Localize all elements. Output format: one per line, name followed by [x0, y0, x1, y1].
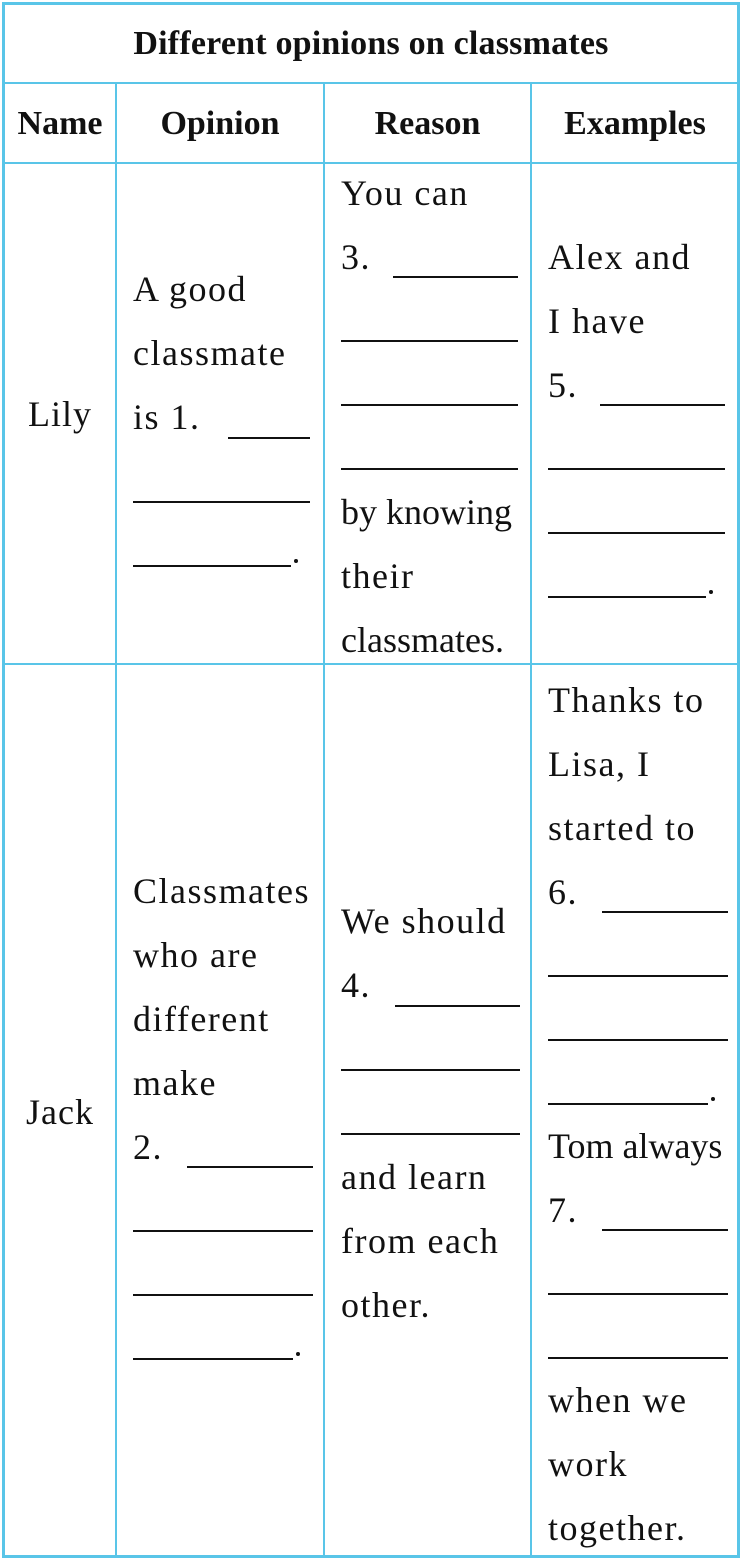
reason-line: You can [341, 173, 469, 213]
example-line: when we [548, 1380, 688, 1420]
answer-blank-4[interactable] [395, 1005, 520, 1007]
reason-line: by knowing [341, 492, 512, 532]
period-mark [296, 1352, 300, 1356]
example-line: I have [548, 301, 646, 341]
answer-blank-3[interactable] [393, 276, 518, 278]
opinion-line: 2. [133, 1127, 163, 1167]
opinion-line: Classmates [133, 871, 310, 911]
period-mark [711, 1097, 715, 1101]
header-opinion: Opinion [160, 105, 280, 142]
answer-blank-2[interactable] [187, 1166, 313, 1168]
header-reason: Reason [374, 105, 481, 142]
reason-line: other. [341, 1285, 431, 1325]
answer-blank-5[interactable] [600, 404, 725, 406]
example-line: work [548, 1444, 628, 1484]
answer-blank-1[interactable] [133, 501, 310, 503]
table-title: Different opinions on classmates [133, 24, 609, 62]
answer-blank-5[interactable] [548, 532, 725, 534]
column-divider [530, 83, 532, 1557]
reason-line: their [341, 556, 415, 596]
example-line: started to [548, 808, 696, 848]
reason-line: classmates. [341, 620, 504, 660]
answer-blank-4[interactable] [341, 1069, 520, 1071]
opinion-line: classmate [133, 333, 287, 373]
answer-blank-7[interactable] [602, 1229, 728, 1231]
header-examples: Examples [564, 105, 706, 142]
answer-blank-5[interactable] [548, 468, 725, 470]
answer-blank-1[interactable] [228, 437, 310, 439]
opinion-line: make [133, 1063, 217, 1103]
answer-blank-2[interactable] [133, 1294, 313, 1296]
header-name: Name [17, 105, 103, 142]
answer-blank-2[interactable] [133, 1358, 293, 1360]
example-line: together. [548, 1508, 687, 1548]
opinion-line: who are [133, 935, 259, 975]
example-line: Alex and [548, 237, 691, 277]
answer-blank-5[interactable] [548, 596, 706, 598]
example-line: Lisa, I [548, 744, 651, 784]
answer-blank-3[interactable] [341, 468, 518, 470]
opinion-line: A good [133, 269, 248, 309]
answer-blank-6[interactable] [548, 1103, 708, 1105]
reason-line: and learn [341, 1157, 488, 1197]
answer-blank-1[interactable] [133, 565, 291, 567]
period-mark [709, 590, 713, 594]
example-line: 6. [548, 872, 578, 912]
answer-blank-6[interactable] [602, 911, 728, 913]
opinion-line: is 1. [133, 397, 201, 437]
column-divider [323, 83, 325, 1557]
answer-blank-3[interactable] [341, 404, 518, 406]
answer-blank-2[interactable] [133, 1230, 313, 1232]
answer-blank-7[interactable] [548, 1357, 728, 1359]
reason-line: 4. [341, 965, 371, 1005]
answer-blank-6[interactable] [548, 1039, 728, 1041]
example-line: 5. [548, 365, 578, 405]
example-line: Thanks to [548, 680, 705, 720]
answer-blank-6[interactable] [548, 975, 728, 977]
opinion-line: different [133, 999, 270, 1039]
reason-line: 3. [341, 237, 371, 277]
column-divider [115, 83, 117, 1557]
period-mark [294, 559, 298, 563]
answer-blank-3[interactable] [341, 340, 518, 342]
row-name-lily: Lily [28, 393, 92, 434]
answer-blank-7[interactable] [548, 1293, 728, 1295]
answer-blank-4[interactable] [341, 1133, 520, 1135]
row-name-jack: Jack [26, 1091, 94, 1132]
reason-line: from each [341, 1221, 500, 1261]
example-line: Tom always [548, 1126, 723, 1166]
reason-line: We should [341, 901, 507, 941]
example-line: 7. [548, 1190, 578, 1230]
